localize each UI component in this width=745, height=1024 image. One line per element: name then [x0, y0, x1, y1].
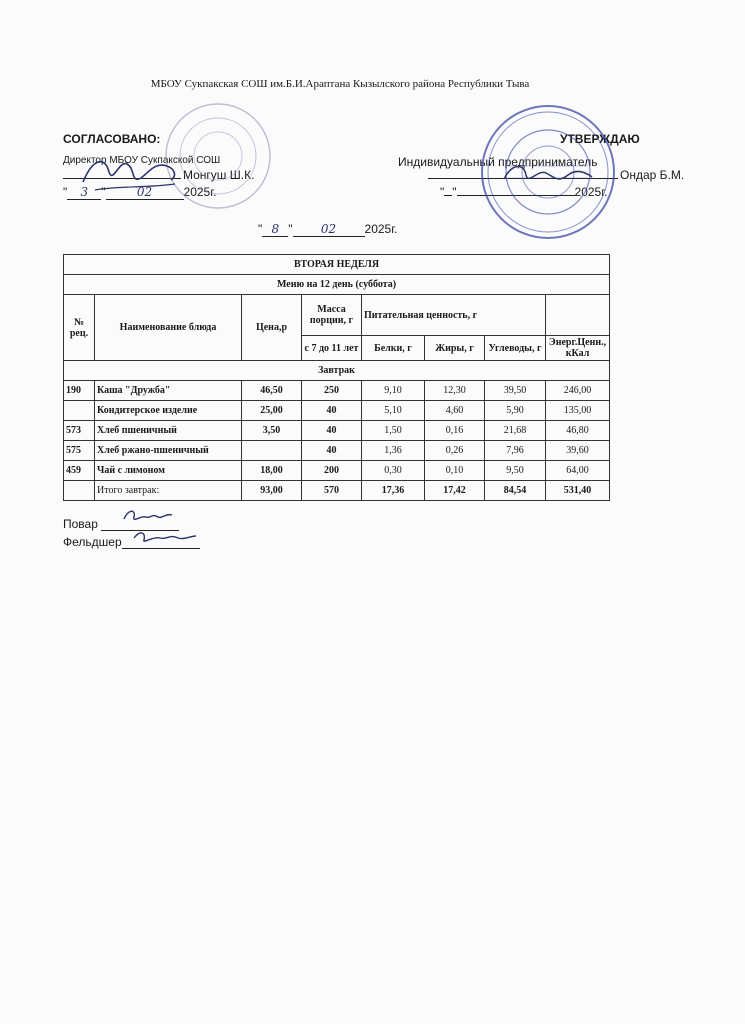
- week-title: ВТОРАЯ НЕДЕЛЯ: [64, 255, 610, 275]
- approve-role: Индивидуальный предприниматель: [398, 155, 598, 169]
- center-date: [258, 222, 397, 237]
- meal-row: [64, 361, 610, 381]
- quote-open: ": [258, 222, 263, 236]
- agreed-date-day: 3: [67, 185, 101, 200]
- agreed-role: Директор МБОУ Сукпакской СОШ: [63, 155, 221, 166]
- table-row: [64, 401, 610, 421]
- row-mass: 40: [302, 401, 362, 421]
- agreed-date-month: 02: [106, 185, 184, 200]
- table-row: [64, 441, 610, 461]
- row-protein: 1,36: [362, 441, 425, 461]
- center-date-month: 02: [293, 222, 365, 237]
- meal-title: Завтрак: [64, 361, 610, 381]
- header-dish: Наименование блюда: [95, 295, 242, 361]
- quote-open: ": [440, 185, 445, 199]
- header-empty: [546, 295, 610, 336]
- row-fat: 0,26: [425, 441, 485, 461]
- approve-date-year: 2025г.: [574, 185, 608, 199]
- row-energy: 46,80: [546, 421, 610, 441]
- menu-table: [63, 254, 610, 501]
- medic-label: Фельдшер: [63, 535, 122, 549]
- entrepreneur-signature: [498, 155, 598, 195]
- agreed-name: Монгуш Ш.К.: [183, 168, 255, 182]
- row-num: 573: [64, 421, 95, 441]
- row-fat: 0,16: [425, 421, 485, 441]
- total-price: 93,00: [242, 481, 302, 501]
- total-carbs: 84,54: [485, 481, 546, 501]
- row-num: 459: [64, 461, 95, 481]
- row-dish: Хлеб пшеничный: [95, 421, 242, 441]
- row-mass: 40: [302, 441, 362, 461]
- header-carbs: Углеводы, г: [485, 336, 546, 361]
- approve-name: Ондар Б.М.: [620, 168, 685, 182]
- row-energy: 246,00: [546, 381, 610, 401]
- quote-open: ": [63, 185, 68, 199]
- cook-label: Повар: [63, 517, 98, 531]
- table-row: [64, 461, 610, 481]
- total-energy: 531,40: [546, 481, 610, 501]
- row-protein: 9,10: [362, 381, 425, 401]
- row-mass: 40: [302, 421, 362, 441]
- table-row: [64, 421, 610, 441]
- header-row-1: [64, 295, 610, 336]
- header-price: Цена,р: [242, 295, 302, 361]
- row-dish: Чай с лимоном: [95, 461, 242, 481]
- header-nutrition: Питательная ценность, г: [362, 295, 546, 336]
- quote-close: ": [101, 185, 106, 199]
- row-num: 190: [64, 381, 95, 401]
- approve-title: УТВЕРЖДАЮ: [560, 132, 640, 146]
- total-fat: 17,42: [425, 481, 485, 501]
- week-row: [64, 255, 610, 275]
- day-row: [64, 275, 610, 295]
- quote-close: ": [452, 185, 457, 199]
- row-protein: 1,50: [362, 421, 425, 441]
- cook-signature: [120, 505, 180, 527]
- center-date-day: 8: [262, 222, 288, 237]
- header-mass: Масса порции, г: [302, 295, 362, 336]
- row-price: 18,00: [242, 461, 302, 481]
- row-price: 25,00: [242, 401, 302, 421]
- row-mass: 200: [302, 461, 362, 481]
- row-carbs: 7,96: [485, 441, 546, 461]
- quote-close: ": [288, 222, 293, 236]
- row-protein: 0,30: [362, 461, 425, 481]
- director-signature: [75, 150, 185, 200]
- row-fat: 12,30: [425, 381, 485, 401]
- header-num: № рец.: [64, 295, 95, 361]
- school-header: МБОУ Сукпакская СОШ им.Б.И.Араптана Кызылского района Республики Тыва: [150, 78, 530, 90]
- medic-signature: [130, 528, 200, 548]
- total-row: [64, 481, 610, 501]
- total-protein: 17,36: [362, 481, 425, 501]
- row-dish: Каша "Дружба": [95, 381, 242, 401]
- row-fat: 0,10: [425, 461, 485, 481]
- row-carbs: 39,50: [485, 381, 546, 401]
- row-price: 46,50: [242, 381, 302, 401]
- row-energy: 64,00: [546, 461, 610, 481]
- row-price: [242, 441, 302, 461]
- row-protein: 5,10: [362, 401, 425, 421]
- row-dish: Кондитерское изделие: [95, 401, 242, 421]
- agreed-date-year: 2025г.: [183, 185, 217, 199]
- day-title: Меню на 12 день (суббота): [64, 275, 610, 295]
- row-energy: 39,60: [546, 441, 610, 461]
- row-carbs: 9,50: [485, 461, 546, 481]
- row-carbs: 5,90: [485, 401, 546, 421]
- row-fat: 4,60: [425, 401, 485, 421]
- row-num: [64, 401, 95, 421]
- header-protein: Белки, г: [362, 336, 425, 361]
- header-age: с 7 до 11 лет: [302, 336, 362, 361]
- row-price: 3,50: [242, 421, 302, 441]
- total-num: [64, 481, 95, 501]
- total-mass: 570: [302, 481, 362, 501]
- row-dish: Хлеб ржано-пшеничный: [95, 441, 242, 461]
- row-mass: 250: [302, 381, 362, 401]
- header-energy: Энерг.Ценн., кКал: [546, 336, 610, 361]
- agreed-title: СОГЛАСОВАНО:: [63, 132, 161, 146]
- total-label: Итого завтрак:: [95, 481, 242, 501]
- header-fat: Жиры, г: [425, 336, 485, 361]
- row-num: 575: [64, 441, 95, 461]
- row-energy: 135,00: [546, 401, 610, 421]
- table-row: [64, 381, 610, 401]
- center-date-year: 2025г.: [364, 222, 398, 236]
- row-carbs: 21,68: [485, 421, 546, 441]
